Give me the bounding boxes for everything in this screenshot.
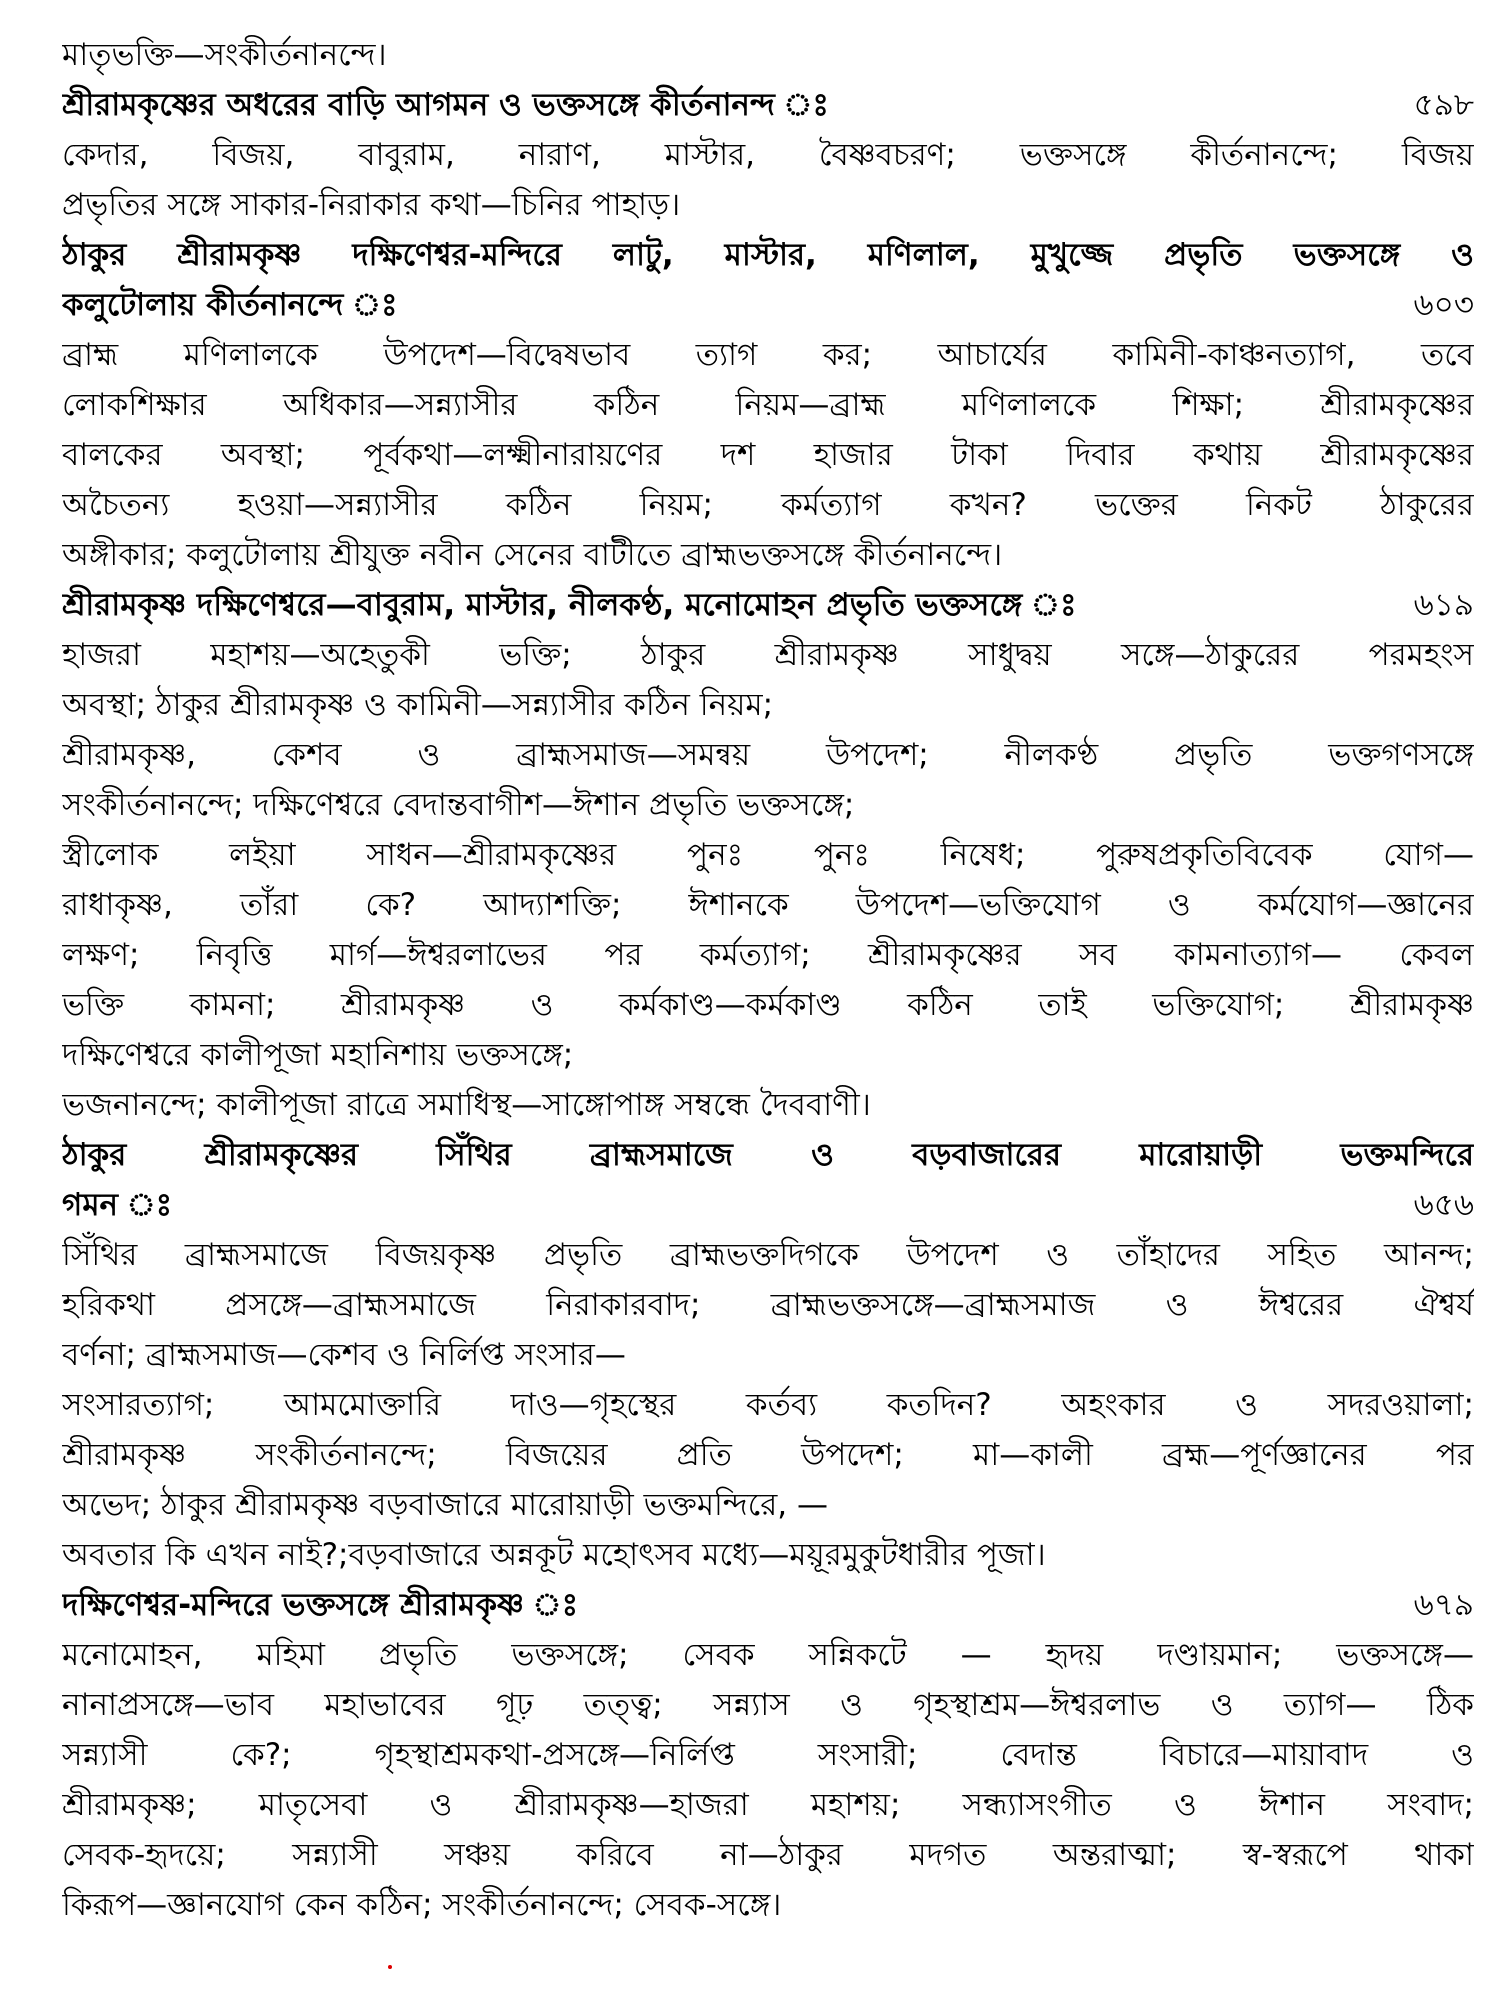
topic-line: বালকের অবস্থা; পূর্বকথা—লক্ষ্মীনারায়ণের দশ হাজার টাকা দিবার কথায় শ্রীরামকৃষ্ণের [62,437,1474,473]
topic-line: কেদার, বিজয়, বাবুরাম, নারাণ, মাস্টার, বৈষ্ণবচরণ; ভক্তসঙ্গে কীর্তনানন্দে; বিজয় [62,137,1474,173]
red-ink-dot [388,1965,392,1969]
section-title: গমন ঃ [62,1187,173,1223]
topic-line: অবতার কি এখন নাই?;বড়বাজারে অন্নকূট মহোৎসব মধ্যে—ময়ূরমুকুটধারীর পূজা। [62,1537,1046,1573]
section-heading [62,1180,1474,1230]
topic-line: মনোমোহন, মহিমা প্রভৃতি ভক্তসঙ্গে; সেবক সন্নিকটে — হৃদয় দণ্ডায়মান; ভক্তসঙ্গে— [62,1637,1474,1673]
topic-line: অঙ্গীকার; কলুটোলায় শ্রীযুক্ত নবীন সেনের বাটীতে ব্রাহ্মভক্তসঙ্গে কীর্তনানন্দে। [62,537,1003,573]
topic-line: দক্ষিণেশ্বরে কালীপূজা মহানিশায় ভক্তসঙ্গে; [62,1037,574,1073]
topic-line: সংসারত্যাগ; আমমোক্তারি দাও—গৃহস্থের কর্তব্য কতদিন? অহংকার ও সদরওয়ালা; [62,1387,1474,1423]
page-number: ৬১৯ [1413,587,1474,623]
topic-line: স্ত্রীলোক লইয়া সাধন—শ্রীরামকৃষ্ণের পুনঃ পুনঃ নিষেধ; পুরুষপ্রকৃতিবিবেক যোগ— [62,837,1474,873]
topic-line: সংকীর্তনানন্দে; দক্ষিণেশ্বরে বেদান্তবাগীশ—ঈশান প্রভৃতি ভক্তসঙ্গে; [62,787,855,823]
topic-line: ভজনানন্দে; কালীপূজা রাত্রে সমাধিস্থ—সাঙ্গোপাঙ্গ সম্বন্ধে দৈববাণী। [62,1087,871,1123]
topic-line: প্রভৃতির সঙ্গে সাকার-নিরাকার কথা—চিনির পাহাড়। [62,187,681,223]
topic-line: হরিকথা প্রসঙ্গে—ব্রাহ্মসমাজে নিরাকারবাদ; ব্রাহ্মভক্তসঙ্গে—ব্রাহ্মসমাজ ও ঈশ্বরের ঐশ্বর্য [62,1287,1474,1323]
section-heading [62,580,1474,630]
topic-line: লোকশিক্ষার অধিকার—সন্ন্যাসীর কঠিন নিয়ম—ব্রাহ্ম মণিলালকে শিক্ষা; শ্রীরামকৃষ্ণের [62,387,1474,423]
section-heading: ঠাকুর শ্রীরামকৃষ্ণের সিঁথির ব্রাহ্মসমাজে ও বড়বাজারের মারোয়াড়ী ভক্তমন্দিরে [62,1137,1474,1173]
page-number: ৫৯৮ [1413,87,1474,123]
contents-page [62,30,1474,1930]
topic-line: সিঁথির ব্রাহ্মসমাজে বিজয়কৃষ্ণ প্রভৃতি ব্রাহ্মভক্তদিগকে উপদেশ ও তাঁহাদের সহিত আনন্দ; [62,1237,1474,1273]
topic-line: ভক্তি কামনা; শ্রীরামকৃষ্ণ ও কর্মকাণ্ড—কর্মকাণ্ড কঠিন তাই ভক্তিযোগ; শ্রীরামকৃষ্ণ [62,987,1474,1023]
topic-line: অবস্থা; ঠাকুর শ্রীরামকৃষ্ণ ও কামিনী—সন্ন্যাসীর কঠিন নিয়ম; [62,687,774,723]
topic-line: ব্রাহ্ম মণিলালকে উপদেশ—বিদ্বেষভাব ত্যাগ কর; আচার্যের কামিনী-কাঞ্চনত্যাগ, তবে [62,337,1474,373]
topic-line: কিরূপ—জ্ঞানযোগ কেন কঠিন; সংকীর্তনানন্দে; সেবক-সঙ্গে। [62,1887,782,1923]
topic-line: নানাপ্রসঙ্গে—ভাব মহাভাবের গূঢ় তত্ত্ব; সন্ন্যাস ও গৃহস্থাশ্রম—ঈশ্বরলাভ ও ত্যাগ— ঠিক [62,1687,1474,1723]
section-title: কলুটোলায় কীর্তনানন্দে ঃ [62,287,398,323]
section-heading [62,1580,1474,1630]
topic-line: সন্ন্যাসী কে?; গৃহস্থাশ্রমকথা-প্রসঙ্গে—নির্লিপ্ত সংসারী; বেদান্ত বিচারে—মায়াবাদ ও [62,1737,1474,1773]
topic-line: শ্রীরামকৃষ্ণ, কেশব ও ব্রাহ্মসমাজ—সমন্বয় উপদেশ; নীলকণ্ঠ প্রভৃতি ভক্তগণসঙ্গে [62,737,1474,773]
topic-line: হাজরা মহাশয়—অহেতুকী ভক্তি; ঠাকুর শ্রীরামকৃষ্ণ সাধুদ্বয় সঙ্গে—ঠাকুরের পরমহংস [62,637,1474,673]
topic-line: বর্ণনা; ব্রাহ্মসমাজ—কেশব ও নির্লিপ্ত সংসার— [62,1337,626,1373]
topic-line: সেবক-হৃদয়ে; সন্ন্যাসী সঞ্চয় করিবে না—ঠাকুর মদগত অন্তরাত্মা; স্ব-স্বরূপে থাকা [62,1837,1474,1873]
section-heading [62,280,1474,330]
topic-line: রাধাকৃষ্ণ, তাঁরা কে? আদ্যাশক্তি; ঈশানকে উপদেশ—ভক্তিযোগ ও কর্মযোগ—জ্ঞানের [62,887,1474,923]
section-heading: ঠাকুর শ্রীরামকৃষ্ণ দক্ষিণেশ্বর-মন্দিরে লাটু, মাস্টার, মণিলাল, মুখুজ্জে প্রভৃতি ভক্তসঙ্গে ও [62,237,1474,273]
page-number: ৬৭৯ [1413,1587,1474,1623]
section-heading [62,80,1474,130]
page-number: ৬৫৬ [1413,1187,1474,1223]
section-title: দক্ষিণেশ্বর-মন্দিরে ভক্তসঙ্গে শ্রীরামকৃষ্ণ ঃ [62,1587,579,1623]
section-title: শ্রীরামকৃষ্ণের অধরের বাড়ি আগমন ও ভক্তসঙ্গে কীর্তনানন্দ ঃ [62,87,829,123]
section-title: শ্রীরামকৃষ্ণ দক্ষিণেশ্বরে—বাবুরাম, মাস্টার, নীলকণ্ঠ, মনোমোহন প্রভৃতি ভক্তসঙ্গে ঃ [62,587,1077,623]
topic-line: অভেদ; ঠাকুর শ্রীরামকৃষ্ণ বড়বাজারে মারোয়াড়ী ভক্তমন্দিরে, — [62,1487,829,1523]
topic-line: মাতৃভক্তি—সংকীর্তনানন্দে। [62,37,387,73]
topic-line: শ্রীরামকৃষ্ণ; মাতৃসেবা ও শ্রীরামকৃষ্ণ—হাজরা মহাশয়; সন্ধ্যাসংগীত ও ঈশান সংবাদ; [62,1787,1474,1823]
topic-line: লক্ষণ; নিবৃত্তি মার্গ—ঈশ্বরলাভের পর কর্মত্যাগ; শ্রীরামকৃষ্ণের সব কামনাত্যাগ— কেবল [62,937,1474,973]
topic-line: শ্রীরামকৃষ্ণ সংকীর্তনানন্দে; বিজয়ের প্রতি উপদেশ; মা—কালী ব্রহ্ম—পূর্ণজ্ঞানের পর [62,1437,1474,1473]
page-number: ৬০৩ [1413,287,1474,323]
topic-line: অচৈতন্য হওয়া—সন্ন্যাসীর কঠিন নিয়ম; কর্মত্যাগ কখন? ভক্তের নিকট ঠাকুরের [62,487,1474,523]
